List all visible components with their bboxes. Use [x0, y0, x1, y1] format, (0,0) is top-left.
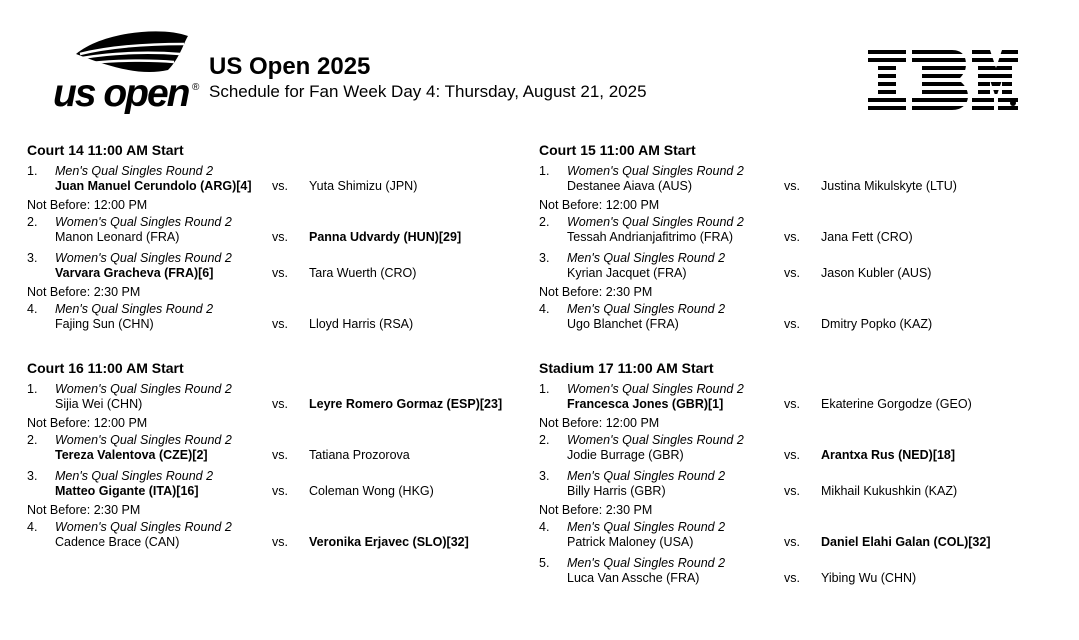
match-number: 4. [27, 520, 38, 534]
not-before-time: Not Before: 2:30 PM [27, 503, 141, 517]
match-number: 3. [27, 469, 38, 483]
versus-label: vs. [784, 179, 800, 193]
player-2: Mikhail Kukushkin (KAZ) [821, 484, 958, 498]
not-before-time: Not Before: 2:30 PM [539, 503, 653, 517]
player-2: Arantxa Rus (NED)[18] [821, 448, 956, 462]
versus-label: vs. [784, 266, 800, 280]
player-1: Tereza Valentova (CZE)[2] [55, 448, 208, 462]
player-1: Varvara Gracheva (FRA)[6] [55, 266, 214, 280]
not-before-time: Not Before: 12:00 PM [27, 198, 148, 212]
not-before-time: Not Before: 2:30 PM [539, 285, 653, 299]
match-number: 2. [27, 215, 38, 229]
match-round: Men's Qual Singles Round 2 [567, 520, 726, 534]
player-2: Ekaterine Gorgodze (GEO) [821, 397, 972, 411]
player-1: Luca Van Assche (FRA) [567, 571, 700, 585]
player-1: Billy Harris (GBR) [567, 484, 666, 498]
court-heading: Court 15 11:00 AM Start [539, 142, 696, 158]
player-2: Tatiana Prozorova [309, 448, 410, 462]
versus-label: vs. [784, 484, 800, 498]
match-round: Men's Qual Singles Round 2 [567, 556, 726, 570]
versus-label: vs. [272, 266, 288, 280]
court-heading: Stadium 17 11:00 AM Start [539, 360, 714, 376]
player-2: Yuta Shimizu (JPN) [309, 179, 418, 193]
match-number: 4. [539, 302, 550, 316]
player-2: Lloyd Harris (RSA) [309, 317, 414, 331]
versus-label: vs. [272, 397, 288, 411]
match-number: 3. [27, 251, 38, 265]
page-subtitle: Schedule for Fan Week Day 4: Thursday, August 21, 2025 [209, 82, 647, 101]
player-2: Justina Mikulskyte (LTU) [821, 179, 957, 193]
versus-label: vs. [784, 230, 800, 244]
player-2: Leyre Romero Gormaz (ESP)[23] [309, 397, 503, 411]
registered-mark: ® [192, 82, 200, 93]
match-number: 3. [539, 251, 550, 265]
versus-label: vs. [272, 230, 288, 244]
match-number: 1. [539, 382, 550, 396]
player-1: Fajing Sun (CHN) [55, 317, 154, 331]
match-number: 3. [539, 469, 550, 483]
court-14-section [27, 140, 547, 331]
player-1: Matteo Gigante (ITA)[16] [55, 484, 199, 498]
match-round: Women's Qual Singles Round 2 [567, 382, 744, 396]
player-1: Cadence Brace (CAN) [55, 535, 180, 549]
logo-wordmark: us open [53, 72, 189, 115]
match-round: Women's Qual Singles Round 2 [55, 433, 232, 447]
player-1: Sijia Wei (CHN) [55, 397, 143, 411]
match-round: Women's Qual Singles Round 2 [55, 215, 232, 229]
versus-label: vs. [272, 179, 288, 193]
player-1: Patrick Maloney (USA) [567, 535, 694, 549]
us-open-logo [50, 28, 210, 128]
player-1: Kyrian Jacquet (FRA) [567, 266, 687, 280]
match-round: Women's Qual Singles Round 2 [55, 382, 232, 396]
not-before-time: Not Before: 2:30 PM [27, 285, 141, 299]
versus-label: vs. [272, 317, 288, 331]
player-2: Veronika Erjavec (SLO)[32] [309, 535, 469, 549]
player-1: Jodie Burrage (GBR) [567, 448, 684, 462]
versus-label: vs. [784, 448, 800, 462]
court-16-section [27, 358, 547, 549]
match-round: Men's Qual Singles Round 2 [55, 302, 214, 316]
court-heading: Court 14 11:00 AM Start [27, 142, 184, 158]
stadium-17-section [539, 358, 1059, 585]
player-2: Yibing Wu (CHN) [821, 571, 917, 585]
page-title: US Open 2025 [209, 53, 371, 80]
not-before-time: Not Before: 12:00 PM [539, 416, 660, 430]
player-2: Daniel Elahi Galan (COL)[32] [821, 535, 991, 549]
versus-label: vs. [272, 448, 288, 462]
match-round: Women's Qual Singles Round 2 [567, 433, 744, 447]
match-number: 4. [27, 302, 38, 316]
player-2: Panna Udvardy (HUN)[29] [309, 230, 462, 244]
match-round: Men's Qual Singles Round 2 [567, 251, 726, 265]
player-1: Francesca Jones (GBR)[1] [567, 397, 724, 411]
player-2: Jana Fett (CRO) [821, 230, 913, 244]
match-round: Men's Qual Singles Round 2 [567, 469, 726, 483]
versus-label: vs. [784, 397, 800, 411]
match-round: Women's Qual Singles Round 2 [55, 520, 232, 534]
ibm-logo-icon [866, 50, 1018, 110]
player-1: Manon Leonard (FRA) [55, 230, 180, 244]
versus-label: vs. [784, 535, 800, 549]
match-number: 1. [27, 382, 38, 396]
versus-label: vs. [272, 535, 288, 549]
player-1: Juan Manuel Cerundolo (ARG)[4] [55, 179, 252, 193]
match-number: 4. [539, 520, 550, 534]
match-round: Women's Qual Singles Round 2 [567, 215, 744, 229]
match-round: Men's Qual Singles Round 2 [55, 164, 214, 178]
match-round: Women's Qual Singles Round 2 [55, 251, 232, 265]
match-number: 5. [539, 556, 550, 570]
court-15-section [539, 140, 1059, 331]
player-2: Dmitry Popko (KAZ) [821, 317, 933, 331]
versus-label: vs. [272, 484, 288, 498]
match-number: 1. [27, 164, 38, 178]
match-number: 1. [539, 164, 550, 178]
match-round: Men's Qual Singles Round 2 [567, 302, 726, 316]
not-before-time: Not Before: 12:00 PM [27, 416, 148, 430]
player-2: Jason Kubler (AUS) [821, 266, 932, 280]
court-heading: Court 16 11:00 AM Start [27, 360, 184, 376]
match-number: 2. [27, 433, 38, 447]
player-2: Tara Wuerth (CRO) [309, 266, 417, 280]
player-1: Destanee Aiava (AUS) [567, 179, 693, 193]
match-number: 2. [539, 433, 550, 447]
versus-label: vs. [784, 317, 800, 331]
player-1: Ugo Blanchet (FRA) [567, 317, 679, 331]
tennis-ball-swoosh-icon [72, 28, 192, 78]
match-round: Women's Qual Singles Round 2 [567, 164, 744, 178]
player-1: Tessah Andrianjafitrimo (FRA) [567, 230, 734, 244]
versus-label: vs. [784, 571, 800, 585]
player-2: Coleman Wong (HKG) [309, 484, 434, 498]
match-number: 2. [539, 215, 550, 229]
match-round: Men's Qual Singles Round 2 [55, 469, 214, 483]
not-before-time: Not Before: 12:00 PM [539, 198, 660, 212]
